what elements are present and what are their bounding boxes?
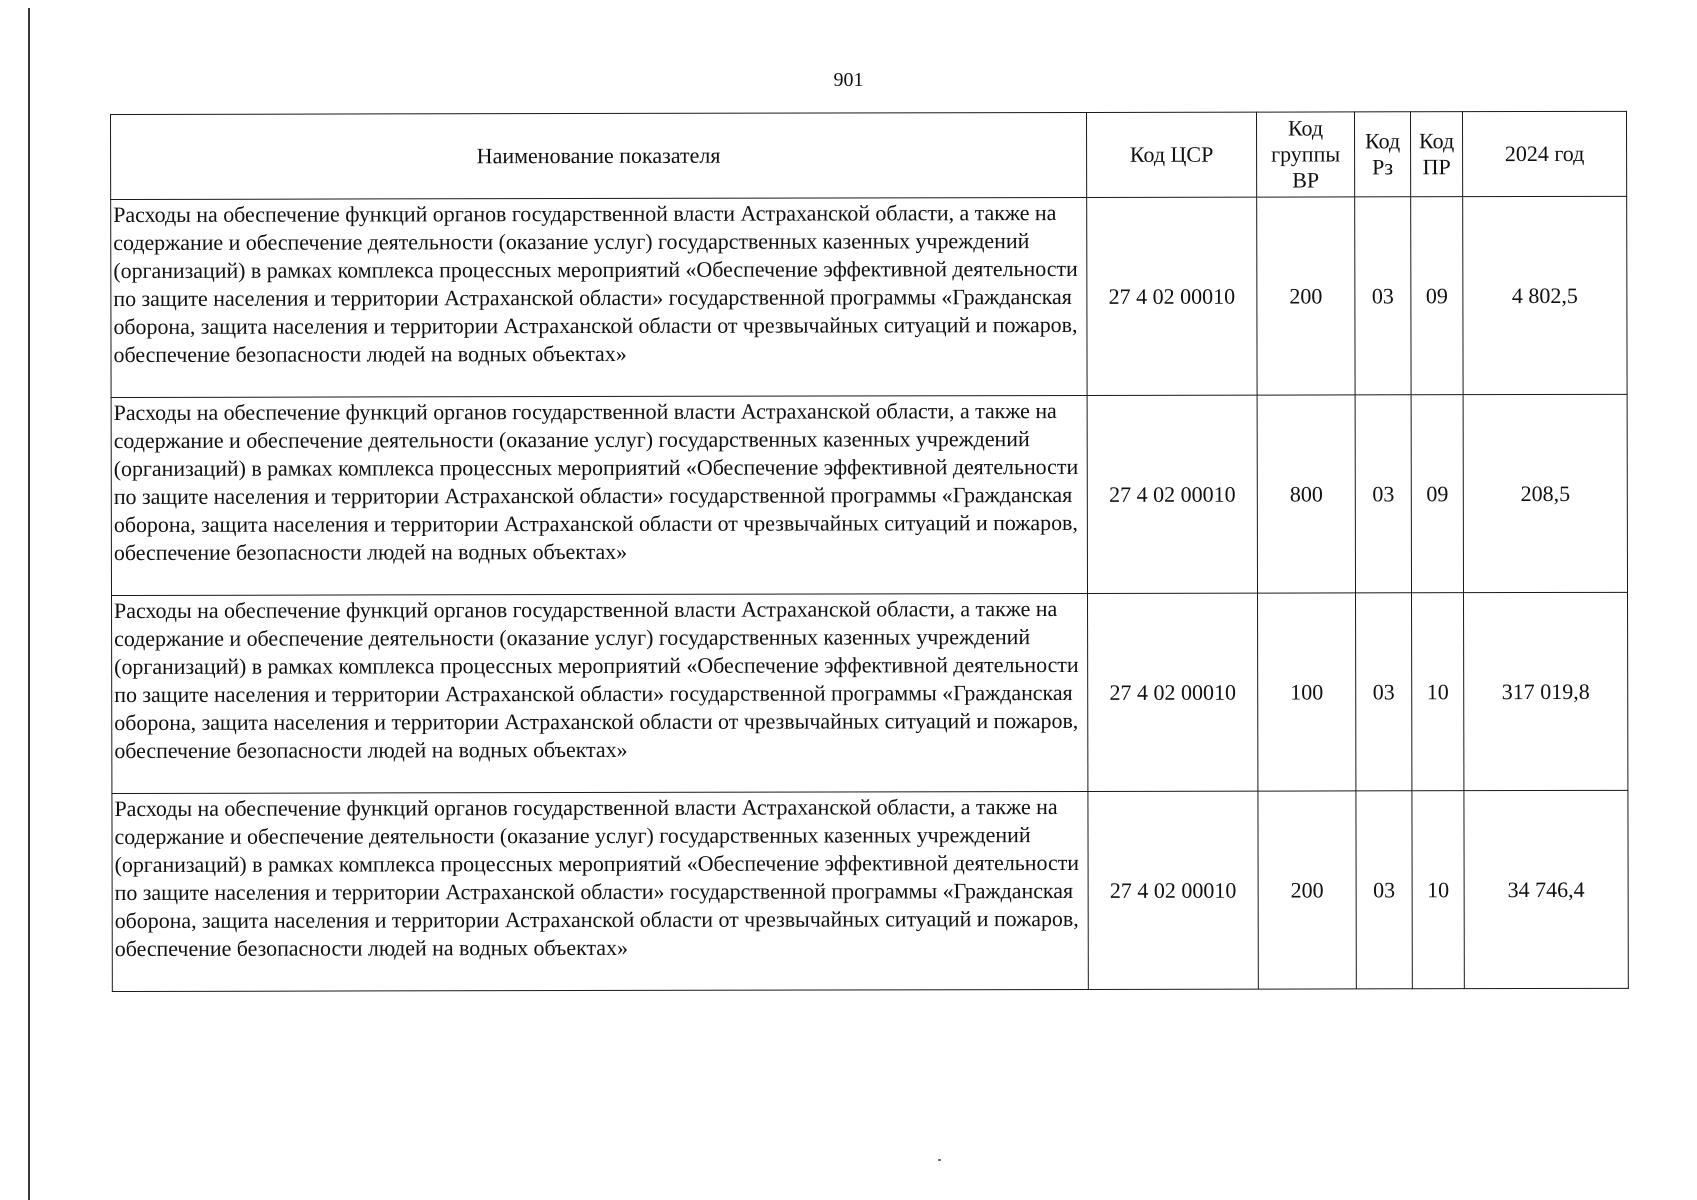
- row-indicator-name: Расходы на обеспечение функций органов государственной власти Астраханской области, а также на содержание и обеспечение деятельности (оказание услуг) государственных казенных учреждений (организаций) в рамках комплекса процессных мероприятий «Обеспечение эффективной деятельности по защите населения и территории Астраханской области» государственной программы «Гражданская оборона, защита населения и территории Астраханской области от чрезвычайных ситуаций и пожаров, обеспечение безопасности людей на водных объектах»: [111, 197, 1087, 397]
- row-rz-code: 03: [1355, 395, 1411, 593]
- row-vr-code: 100: [1258, 593, 1356, 791]
- row-indicator-name: Расходы на обеспечение функций органов государственной власти Астраханской области, а также на содержание и обеспечение деятельности (оказание услуг) государственных казенных учреждений (организаций) в рамках комплекса процессных мероприятий «Обеспечение эффективной деятельности по защите населения и территории Астраханской области» государственной программы «Гражданская оборона, защита населения и территории Астраханской области от чрезвычайных ситуаций и пожаров, обеспечение безопасности людей на водных объектах»: [112, 791, 1088, 991]
- row-vr-code: 200: [1258, 791, 1356, 989]
- scan-speck: [938, 1159, 941, 1161]
- row-rz-code: 03: [1355, 197, 1411, 395]
- row-indicator-name: Расходы на обеспечение функций органов государственной власти Астраханской области, а также на содержание и обеспечение деятельности (оказание услуг) государственных казенных учреждений (организаций) в рамках комплекса процессных мероприятий «Обеспечение эффективной деятельности по защите населения и территории Астраханской области» государственной программы «Гражданская оборона, защита населения и территории Астраханской области от чрезвычайных ситуаций и пожаров, обеспечение безопасности людей на водных объектах»: [111, 395, 1087, 595]
- header-indicator-name: Наименование показателя: [111, 112, 1087, 199]
- row-rz-code: 03: [1356, 593, 1412, 791]
- header-vr-group-code: Код группы ВР: [1256, 112, 1354, 197]
- row-pr-code: 09: [1411, 395, 1463, 593]
- row-amount-2024: 34 746,4: [1464, 790, 1628, 988]
- row-csr-code: 27 4 02 00010: [1088, 791, 1258, 989]
- row-amount-2024: 208,5: [1463, 394, 1627, 592]
- row-indicator-name: Расходы на обеспечение функций органов государственной власти Астраханской области, а также на содержание и обеспечение деятельности (оказание услуг) государственных казенных учреждений (организаций) в рамках комплекса процессных мероприятий «Обеспечение эффективной деятельности по защите населения и территории Астраханской области» государственной программы «Гражданская оборона, защита населения и территории Астраханской области от чрезвычайных ситуаций и пожаров, обеспечение безопасности людей на водных объектах»: [112, 593, 1088, 793]
- row-pr-code: 10: [1412, 791, 1464, 989]
- header-pr-code: Код ПР: [1410, 112, 1462, 197]
- row-csr-code: 27 4 02 00010: [1088, 593, 1258, 791]
- table-row: [111, 196, 1627, 397]
- header-year-2024: 2024 год: [1462, 111, 1626, 196]
- header-rz-code: Код Рз: [1354, 112, 1410, 197]
- row-pr-code: 09: [1411, 197, 1463, 395]
- row-pr-code: 10: [1412, 593, 1464, 791]
- row-vr-code: 200: [1257, 197, 1355, 395]
- table-row: [111, 394, 1627, 595]
- page-binding-line: [28, 8, 30, 1200]
- row-amount-2024: 317 019,8: [1464, 592, 1628, 790]
- table-row: [112, 790, 1628, 991]
- row-rz-code: 03: [1356, 791, 1412, 989]
- row-csr-code: 27 4 02 00010: [1087, 197, 1257, 395]
- row-csr-code: 27 4 02 00010: [1087, 395, 1257, 593]
- page-number: 901: [833, 69, 864, 91]
- budget-table: [110, 111, 1629, 992]
- row-amount-2024: 4 802,5: [1463, 196, 1627, 394]
- table-row: [112, 592, 1628, 793]
- header-csr-code: Код ЦСР: [1086, 112, 1256, 197]
- row-vr-code: 800: [1257, 395, 1355, 593]
- table-header-row: [111, 111, 1627, 199]
